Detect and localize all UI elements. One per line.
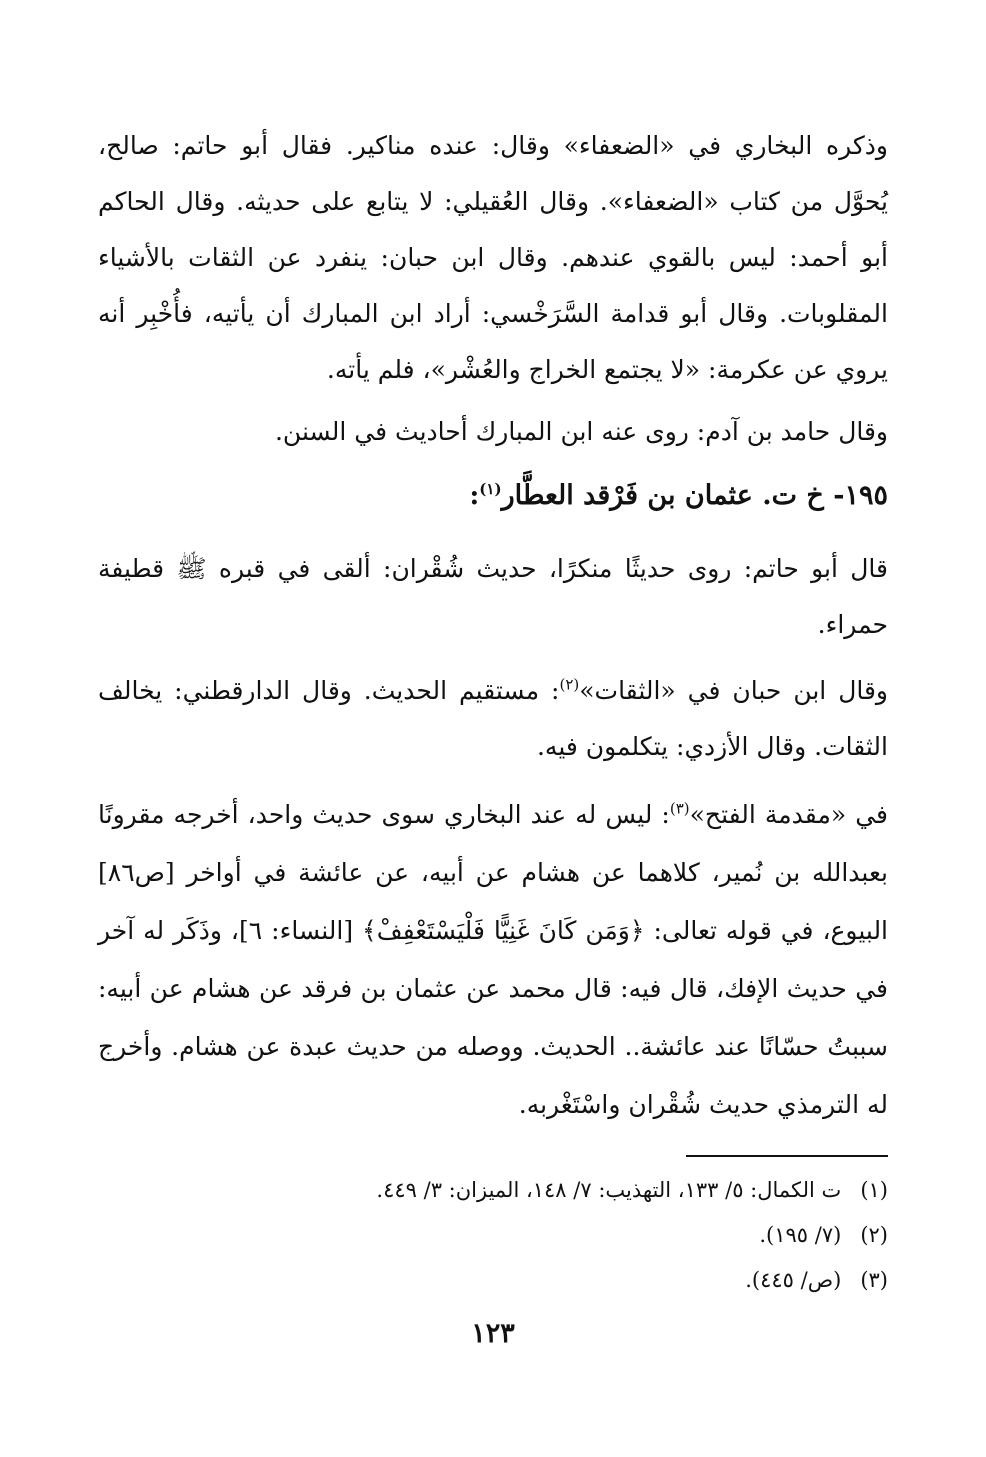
paragraph-3 bbox=[98, 541, 888, 653]
footnote-1 bbox=[98, 1168, 888, 1213]
paragraph-2 bbox=[98, 404, 888, 460]
footnote-3-text: (ص/ ٤٤٥). bbox=[745, 1268, 842, 1292]
paragraph-4-part-a: وقال ابن حبان في «الثقات» bbox=[579, 676, 888, 705]
paragraph-5-part-a: في «مقدمة الفتح» bbox=[689, 800, 888, 829]
footnote-2-text: (٧/ ١٩٥). bbox=[759, 1223, 842, 1247]
paragraph-4-text bbox=[98, 663, 888, 775]
footnote-1-text: ت الكمال: ٥/ ١٣٣، التهذيب: ٧/ ١٤٨، الميزان: ٣/ ٤٤٩. bbox=[376, 1178, 842, 1202]
paragraph-4 bbox=[98, 663, 888, 775]
paragraph-5-part-b: : ليس له عند البخاري سوى حديث واحد، أخرجه مقرونًا بعبدالله بن نُمير، كلاهما عن هشام عن أبيه، عن عائشة في أواخر [ص٨٦] البيوع، في قوله تعالى: ﴿وَمَن كَانَ غَنِيًّا فَلْيَسْتَعْفِفْ﴾ [النساء: ٦]، وذَكَر له آخر في حديث الإفك، قال فيه: قال محمد عن عثمان بن فرقد عن هشام عن أبيه: سببتُ حسّانًا عند عائشة.. الحديث. ووصله من حديث عبدة عن هشام. وأخرج له الترمذي حديث شُقْران واسْتَغْربه. bbox=[98, 800, 889, 1119]
footnote-3-number: (٣) bbox=[860, 1268, 888, 1292]
entry-heading-colon: : bbox=[469, 480, 480, 511]
footnote-2-number: (٢) bbox=[860, 1223, 888, 1247]
footnote-3 bbox=[98, 1258, 888, 1303]
footnote-ref-1: (١) bbox=[479, 480, 502, 498]
footnotes bbox=[98, 1168, 888, 1303]
footnote-divider bbox=[686, 1155, 888, 1157]
paragraph-3-text: قال أبو حاتم: روى حديثًا منكرًا، حديث شُقْران: ألقى في قبره ﷺ قطيفة حمراء. bbox=[98, 554, 888, 639]
paragraph-4-part-b: : مستقيم الحديث. وقال الدارقطني: يخالف الثقات. وقال الأزدي: يتكلمون فيه. bbox=[98, 676, 888, 761]
footnote-1-number: (١) bbox=[860, 1178, 888, 1202]
page-number: ١٢٣ bbox=[471, 1318, 515, 1349]
entry-heading bbox=[98, 468, 888, 524]
footnote-ref-2: (٢) bbox=[559, 675, 580, 694]
entry-heading-line bbox=[98, 468, 888, 524]
paragraph-2-text: وقال حامد بن آدم: روى عنه ابن المبارك أحاديث في السنن. bbox=[274, 417, 888, 446]
paragraph-5 bbox=[98, 786, 888, 1134]
paragraph-5-text bbox=[98, 786, 888, 1134]
footnote-ref-3: (٣) bbox=[669, 799, 690, 818]
paragraph-1 bbox=[98, 118, 888, 398]
paragraph-1-text: وذكره البخاري في «الضعفاء» وقال: عنده مناكير. فقال أبو حاتم: صالح، يُحوَّل من كتاب «الضعفاء». وقال العُقيلي: لا يتابع على حديثه. وقال الحاكم أبو أحمد: ليس بالقوي عندهم. وقال ابن حبان: ينفرد عن الثقات بالأشياء المقلوبات. وقال أبو قدامة السَّرَخْسي: أراد ابن المبارك أن يأتيه، فأُخْبِر أنه يروي عن عكرمة: «لا يجتمع الخراج والعُشْر»، فلم يأته. bbox=[98, 131, 888, 384]
footnote-2 bbox=[98, 1213, 888, 1258]
entry-heading-title: ١٩٥- خ ت. عثمان بن فَرْقد العطَّار bbox=[501, 480, 888, 511]
